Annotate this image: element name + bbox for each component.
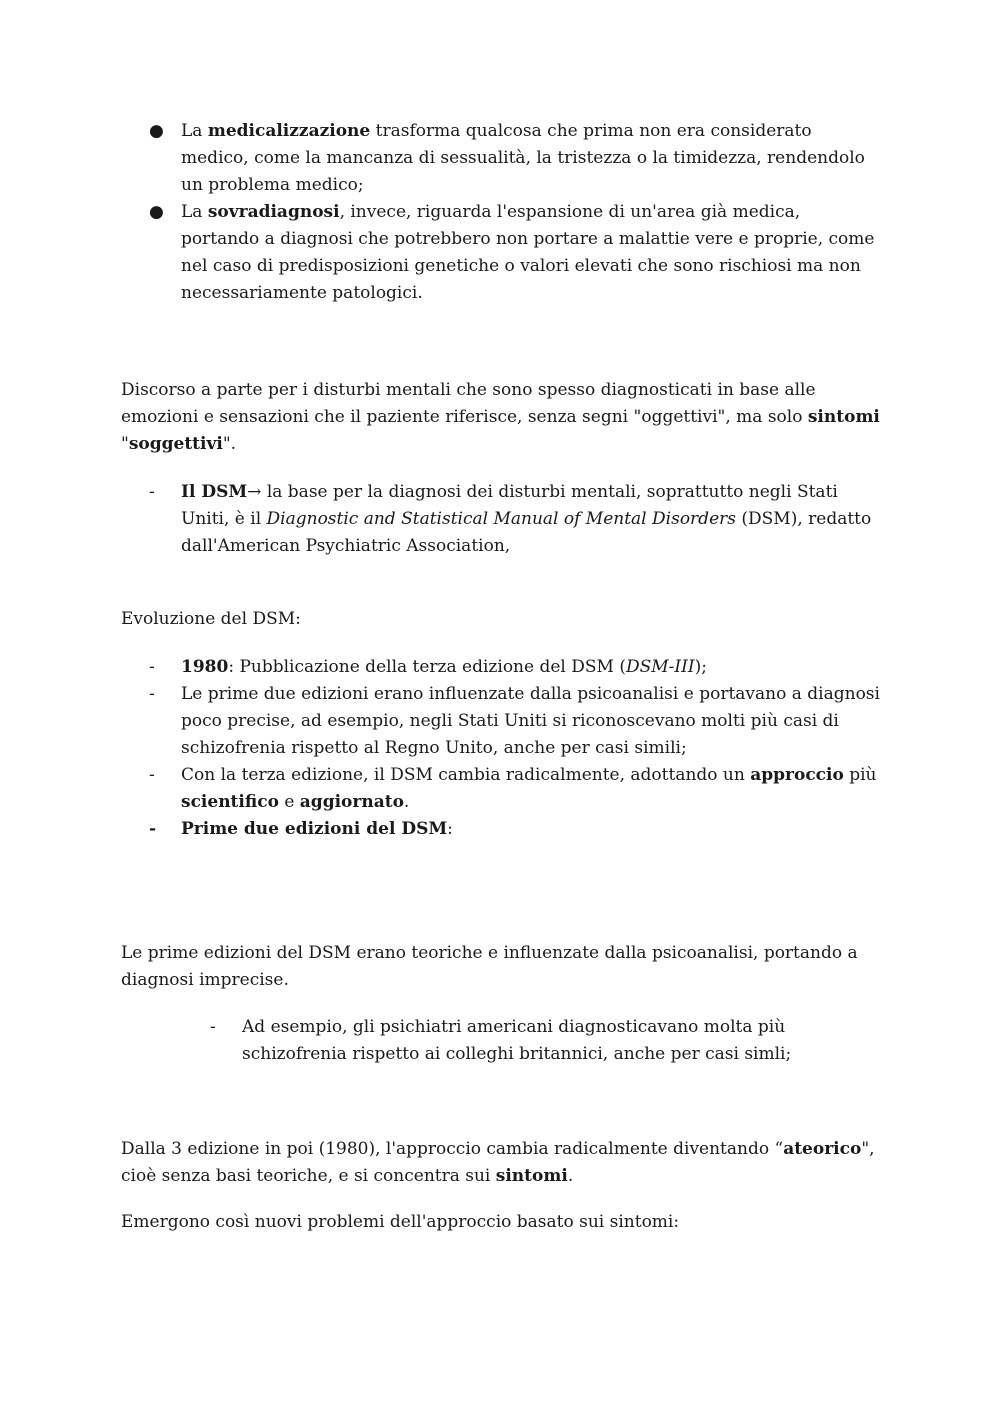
text-span: Discorso a parte per i disturbi mentali che sono spesso diagnosticati in base alle emozioni e sensazioni che il paziente riferisce, senza segni "oggettivi", ma solo: [121, 380, 816, 427]
dash-marker: -: [149, 657, 155, 677]
text-span: :: [447, 819, 453, 839]
dash-marker: -: [149, 482, 155, 502]
bold-term: soggettivi: [128, 434, 223, 454]
bold-term: ateorico: [783, 1139, 862, 1159]
paragraph-first-editions: Le prime edizioni del DSM erano teoriche e influenzate dalla psicoanalisi, portando a diagnosi imprecise.: [121, 943, 858, 990]
text-span: Ad esempio, gli psichiatri americani diagnosticavano molta più schizofrenia rispetto ai colleghi britannici, anche per casi simli;: [242, 1017, 792, 1064]
list-item-1980: [121, 654, 881, 681]
bold-term: Prime due edizioni del DSM: [181, 819, 448, 839]
text-span: );: [694, 657, 707, 677]
paragraph-mental-disorders: [121, 377, 881, 458]
bold-term: medicalizzazione: [207, 121, 371, 141]
text-span: più: [843, 765, 877, 785]
text-span: Le prime due edizioni erano influenzate dalla psicoanalisi e portavano a diagnosi poco precise, ad esempio, negli Stati Uniti si riconoscevano molti più casi di schizofrenia rispetto al Regno Unito, anche per casi simili;: [181, 684, 880, 758]
dash-marker: -: [210, 1017, 216, 1037]
dash-marker: -: [149, 819, 157, 839]
bold-term: sintomi: [807, 407, 880, 427]
dash-marker: -: [149, 765, 155, 785]
bold-term: sovradiagnosi: [207, 202, 340, 222]
list-item-medicalizzazione: [121, 118, 881, 199]
italic-term: DSM-III: [625, 657, 695, 677]
text-span: .: [403, 792, 410, 812]
dash-list-dsm: [121, 479, 881, 560]
text-span: La: [181, 121, 208, 141]
bullet-list-top: [121, 118, 881, 307]
text-span: → la base per la diagnosi dei disturbi mentali, soprattutto negli Stati Uniti, è il: [181, 482, 838, 529]
list-item-prime-due-edizioni: [121, 816, 881, 843]
text-span: ".: [222, 434, 237, 454]
evolution-heading: Evoluzione del DSM:: [121, 609, 301, 629]
italic-title: Diagnostic and Statistical Manual of Mental Disorders: [266, 509, 736, 529]
list-item-example: [121, 1014, 881, 1068]
bold-term: aggiornato: [299, 792, 404, 812]
list-item-dsm: [121, 479, 881, 560]
bullet-marker: ●: [149, 202, 164, 222]
text-span: .: [567, 1166, 574, 1186]
text-span: ", cioè senza basi teoriche, e si concentra sui: [121, 1139, 875, 1186]
list-item-first-editions: [121, 681, 881, 762]
paragraph-third-edition: [121, 1136, 881, 1190]
text-span: e: [278, 792, 300, 812]
bold-term: sintomi: [495, 1166, 568, 1186]
dash-marker: -: [149, 684, 155, 704]
bold-term: 1980: [181, 657, 229, 677]
text-span: ": [121, 434, 129, 454]
text-span: : Pubblicazione della terza edizione del DSM (: [228, 657, 626, 677]
list-item-sovradiagnosi: [121, 199, 881, 307]
dash-list-evolution: [121, 654, 881, 843]
bullet-marker: ●: [149, 121, 164, 141]
bold-term: scientifico: [181, 792, 279, 812]
text-span: Dalla 3 edizione in poi (1980), l'approccio cambia radicalmente diventando “: [121, 1139, 784, 1159]
text-span: Con la terza edizione, il DSM cambia radicalmente, adottando un: [181, 765, 751, 785]
text-span: (DSM), redatto dall'American Psychiatric Association,: [181, 509, 872, 556]
text-span: , invece, riguarda l'espansione di un'area già medica, portando a diagnosi che potrebbero non portare a malattie vere e proprie, come nel caso di predisposizioni genetiche o valori elevati che sono rischiosi ma non necessariamente patologici.: [181, 202, 875, 303]
bold-term: Il DSM: [181, 482, 248, 502]
paragraph-problems: Emergono così nuovi problemi dell'approccio basato sui sintomi:: [121, 1212, 680, 1232]
text-span: trasforma qualcosa che prima non era considerato medico, come la mancanza di sessualità, la tristezza o la timidezza, rendendolo un problema medico;: [181, 121, 865, 195]
bold-term: approccio: [750, 765, 844, 785]
text-span: La: [181, 202, 208, 222]
list-item-third-edition: [121, 762, 881, 816]
dash-list-example: [121, 1014, 881, 1068]
